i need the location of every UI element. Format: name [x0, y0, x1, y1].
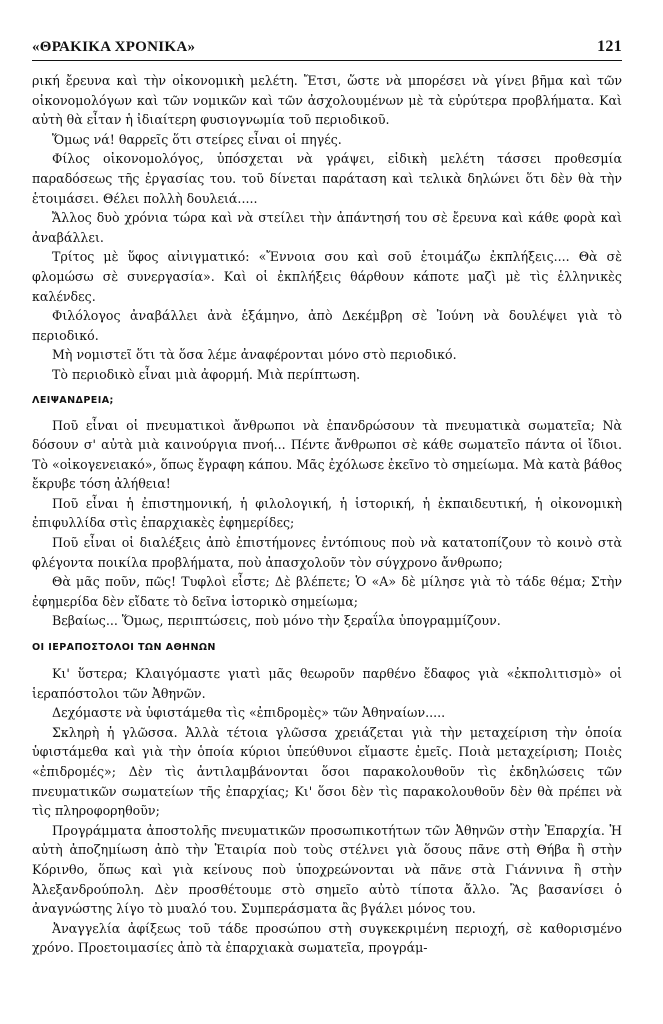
- paragraph: Ἄλλος δυὸ χρόνια τώρα καὶ νὰ στείλει τὴν ἀπάντησή του σὲ ἔρευνα καὶ κάθε φορὰ καὶ ἀναβάλλει.: [32, 210, 622, 245]
- paragraph: Προγράμματα ἀποστολῆς πνευματικῶν προσωπικοτήτων τῶν Ἀθηνῶν στὴν Ἐπαρχία. Ἡ αὐτὴ ἀποζημίωση ἀπὸ τὴν Ἑταιρία ποὺ τοὺς στέλνει γιὰ ὅσους πᾶνε στὴ Θήβα ἢ στὴν Κόρινθο, ὅπως καὶ γιὰ κείνους ποὺ ὑποχρεώνονται νὰ πᾶνε στὰ Γιάννινα ἢ στὴν Ἀλεξανδρούπολη. Δὲν προσθέτουμε στὸ σημεῖο αὐτὸ τίποτα ἄλλο. Ἂς βασανίσει ὁ ἀναγνώστης λίγο τὸ μυαλό του. Συμπεράσματα ἂς βγάλει μόνος του.: [32, 822, 622, 917]
- paragraph: Βεβαίως... Ὅμως, περιπτώσεις, ποὺ μόνο τὴν ξεραΐλα ὑπογραμμίζουν.: [52, 613, 501, 629]
- page-number: 121: [597, 38, 622, 55]
- paragraph: Κι' ὕστερα; Κλαιγόμαστε γιατὶ μᾶς θεωροῦν παρθένο ἔδαφος γιὰ «ἐκπολιτισμὸ» οἱ ἱεραπόστολοι τῶν Ἀθηνῶν.: [32, 666, 622, 701]
- journal-title: «ΘΡΑΚΙΚΑ ΧΡΟΝΙΚΑ»: [32, 39, 196, 55]
- paragraph: Φίλος οἰκονομολόγος, ὑπόσχεται νὰ γράψει, εἰδικὴ μελέτη τάσσει προθεσμία παραδόσεως τῆς ἐργασίας του. τοῦ δίνεται παράταση καὶ τελικὰ δηλώνει ὅτι δὲν θὰ τὴν ἑτοιμάσει. Θέλει πολλὴ δουλειά.....: [32, 151, 622, 206]
- paragraph: Ἀναγγελία ἀφίξεως τοῦ τάδε προσώπου στὴ συγκεκριμένη περιοχή, σὲ καθορισμένο χρόνο. Προετοιμασίες ἀπὸ τὰ ἐπαρχιακὰ σωματεῖα, προγράμ-: [32, 920, 622, 956]
- section-heading-leipsandreia: ΛΕΙΨΑΝΔΡΕΙΑ;: [32, 394, 114, 406]
- paragraph: Ποῦ εἶναι οἱ πνευματικοὶ ἄνθρωποι νὰ ἐπανδρώσουν τὰ πνευματικὰ σωματεῖα; Νὰ δόσουν σ' αὐτὰ μιὰ καινούργια πνοή... Πέντε ἄνθρωποι σὲ κάθε σωματεῖο πάντα οἱ ἴδιοι. Τὸ «οἰκογενειακό», ὅπως ἔγραφη κάπου. Μᾶς ἐχόλωσε ἐκεῖνο τὸ σημείωμα. Μὰ κατὰ βάθος ἔκρυβε τόση ἀλήθεια!: [32, 417, 622, 492]
- paragraph: Τρίτος μὲ ὕφος αἰνιγματικό: «Ἔννοια σου καὶ σοῦ ἑτοιμάζω ἐκπλήξεις.... Θὰ σὲ φλομώσω σὲ συνεργασία». Καὶ οἱ ἐκπλήξεις θάρθουν κάποτε μαζὶ μὲ τὶς ἑλληνικὲς καλένδες.: [32, 249, 622, 304]
- page: [32, 38, 622, 958]
- paragraph: Δεχόμαστε νὰ ὑφιστάμεθα τὶς «ἐπιδρομὲς» τῶν Ἀθηναίων.....: [52, 705, 446, 721]
- paragraph: Θὰ μᾶς ποῦν, πῶς! Τυφλοὶ εἶστε; Δὲ βλέπετε; Ὁ «Α» δὲ μίλησε γιὰ τὸ τάδε θέμα; Στὴν ἐφημερίδα δὲν εἴδατε τὸ δεῖνα ἱστορικὸ σημείωμα;: [32, 574, 622, 609]
- article-body: [32, 71, 622, 958]
- paragraph: Σκληρὴ ἡ γλῶσσα. Ἀλλὰ τέτοια γλῶσσα χρειάζεται γιὰ τὴν μεταχείριση τὴν ὁποία ὑφιστάμεθα καὶ γιὰ τὴν ὁποία κύριοι ὑπεύθυνοι εἴμαστε ἐμεῖς. Ποιὰ μεταχείριση; Ποιὲς «ἐπιδρομές»; Δὲν τὶς ἀντιλαμβάνονται ὅσοι παρακολουθοῦν τὶς ἐκδηλώσεις τῶν πνευματικῶν σωματείων τῆς ἐπαρχίας; Κι' ὅσοι δὲν τὶς παρακολουθοῦν δὲν θὰ πρέπει νὰ τὶς πληροφορηθοῦν;: [32, 724, 622, 819]
- paragraph: ρική ἔρευνα καὶ τὴν οἰκονομικὴ μελέτη. Ἔτσι, ὥστε νὰ μπορέσει νὰ γίνει βῆμα καὶ τῶν οἰκονομολόγων καὶ τῶν νομικῶν καὶ τῶν ἀσχολουμένων μὲ τὰ εὐρύτερα προβλήματα. Καὶ αὐτὴ θὰ εἶταν ἡ ἰδιαίτερη φυσιογνωμία τοῦ περιοδικοῦ.: [32, 73, 622, 128]
- paragraph: Μὴ νομιστεῖ ὅτι τὰ ὅσα λέμε ἀναφέρονται μόνο στὸ περιοδικό.: [52, 347, 457, 363]
- paragraph: Τὸ περιοδικὸ εἶναι μιὰ ἀφορμή. Μιὰ περίπτωση.: [52, 366, 361, 382]
- paragraph: Ποῦ εἶναι οἱ διαλέξεις ἀπὸ ἐπιστήμονες ἐντόπιους ποὺ νὰ κατατοπίζουν τὸ κοινὸ στὰ φλέγοντα ποικίλα προβλήματα, ποὺ ἀπασχολοῦν τὸν σύγχρονο ἄνθρωπο;: [32, 535, 622, 570]
- paragraph: Ποῦ εἶναι ἡ ἐπιστημονική, ἡ φιλολογική, ἡ ἱστορική, ἡ ἐκπαιδευτική, ἡ οἰκονομικὴ ἐπιφυλλίδα στὶς ἐπαρχιακὲς ἐφημερίδες;: [32, 495, 622, 531]
- section-heading-ierapostoloi: ΟΙ ΙΕΡΑΠΟΣΤΟΛΟΙ ΤΩΝ ΑΘΗΝΩΝ: [32, 642, 216, 654]
- paragraph: Ὅμως νά! θαρρεῖς ὅτι στείρες εἶναι οἱ πηγές.: [52, 131, 342, 147]
- paragraph: Φιλόλογος ἀναβάλλει ἀνὰ ἑξάμηνο, ἀπὸ Δεκέμβρη σὲ Ἰούνη νὰ δουλέψει γιὰ τὸ περιοδικό.: [32, 308, 622, 343]
- running-header: [32, 38, 622, 61]
